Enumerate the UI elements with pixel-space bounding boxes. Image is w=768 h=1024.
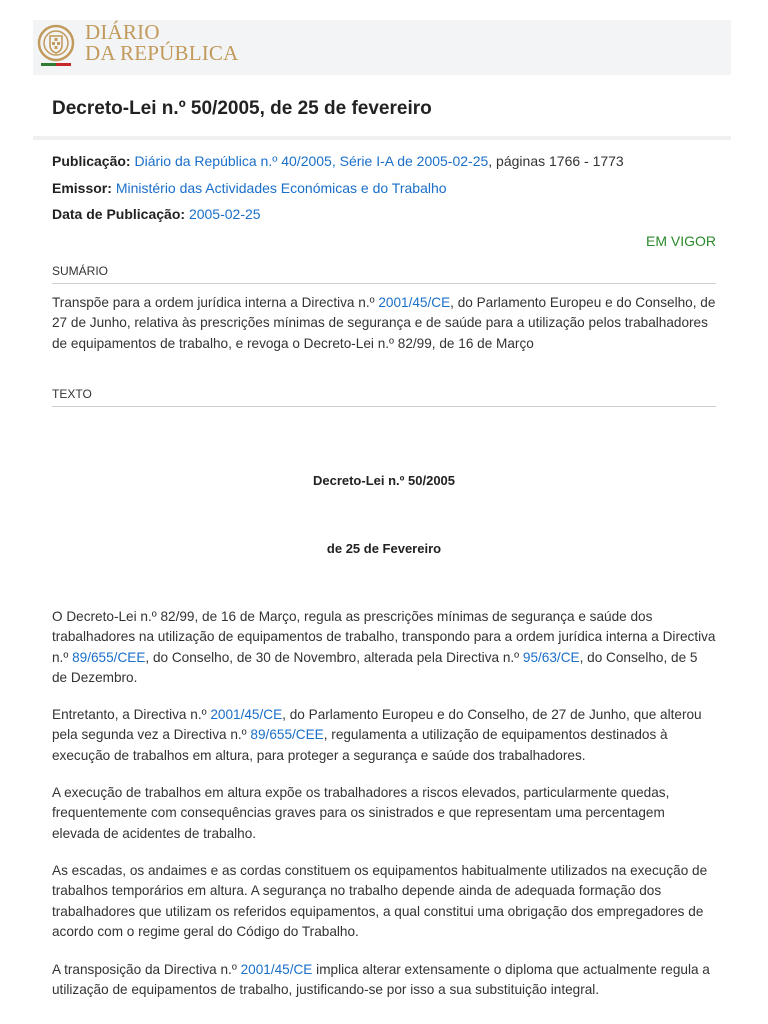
publication-link[interactable]: Diário da República n.º 40/2005, Série I-A de 2005-02-25: [134, 153, 489, 169]
issuer-link[interactable]: Ministério das Actividades Económicas e do Trabalho: [115, 180, 447, 196]
decree-date-heading: de 25 de Fevereiro: [326, 541, 442, 556]
paragraph-5: [52, 960, 716, 1001]
text-label: TEXTO: [52, 387, 716, 407]
paragraph-text: , regulamenta a utilização de equipamentos destinados à execução de trabalhos em altura, para proteger a segurança e saúde dos trabalhadores.: [52, 727, 668, 763]
directive-link[interactable]: 89/655/CEE: [72, 649, 146, 665]
title-bar: [33, 80, 731, 140]
paragraph-text: , do Conselho, de 5 de Dezembro.: [52, 649, 698, 686]
publication-date-link[interactable]: 2005-02-25: [188, 206, 261, 222]
logo-line-1: DIÁRIO: [85, 20, 160, 44]
logo-line-2: DA REPÚBLICA: [85, 41, 239, 65]
summary-label: SUMÁRIO: [52, 264, 716, 284]
publication-label: Publicação:: [52, 153, 131, 169]
paragraph-text: implica alterar extensamente o diploma que actualmente regula a utilização de equipamentos de trabalho, justificando-se por isso a sua substituição integral.: [52, 962, 710, 998]
publication-date-label: Data de Publicação:: [52, 206, 186, 222]
summary-text-part: , do Parlamento Europeu e do Conselho, de 27 de Junho, relativa às prescrições mínimas de segurança e de saúde para a utilização pelos trabalhadores de equipamentos de trabalho, e revoga o Decreto-Lei n.º 82/99, de 16 de Março: [52, 295, 716, 351]
paragraph-1: [52, 607, 716, 689]
paragraph-text: A transposição da Directiva n.º: [52, 962, 241, 977]
paragraph-text: , do Parlamento Europeu e do Conselho, de 27 de Junho, que alterou pela segunda vez a Directiva n.º: [52, 707, 702, 743]
directive-link[interactable]: 95/63/CE: [522, 649, 580, 665]
publication-pages: , páginas 1766 - 1773: [488, 153, 624, 169]
paragraph-3: A execução de trabalhos em altura expõe os trabalhadores a riscos elevados, particularmente quedas, frequentemente com consequências graves para os sinistrados e que representam uma percentagem elevada de acidentes de trabalho.: [52, 785, 670, 841]
site-logo[interactable]: [85, 22, 239, 64]
decree-heading: Decreto-Lei n.º 50/2005: [312, 473, 456, 488]
directive-link[interactable]: 2001/45/CE: [378, 295, 451, 310]
directive-link[interactable]: 89/655/CEE: [250, 727, 324, 743]
summary-text: [52, 293, 716, 354]
paragraph-4: As escadas, os andaimes e as cordas constituem os equipamentos habitualmente utilizados na execução de trabalhos temporários em altura. A segurança no trabalho depende ainda de adequada formação dos trabalhadores que utilizam os referidos equipamentos, a qual constitui uma obrigação dos empregadores de acordo com o regime geral do Código do Trabalho.: [52, 863, 708, 940]
directive-link[interactable]: 2001/45/CE: [240, 962, 313, 977]
paragraph-text: , do Conselho, de 30 de Novembro, alterada pela Directiva n.º: [145, 649, 523, 665]
directive-link[interactable]: 2001/45/CE: [210, 707, 283, 722]
summary-text-part: Transpõe para a ordem jurídica interna a Directiva n.º: [52, 295, 379, 310]
status-badge: EM VIGOR: [645, 233, 716, 249]
paragraph-text: O Decreto-Lei n.º 82/99, de 16 de Março, regula as prescrições mínimas de segurança e saúde dos trabalhadores na utilização de equipamentos de trabalho, transpondo para a ordem jurídica interna a Directiva n.º: [52, 609, 716, 665]
publication-date-row: [52, 206, 261, 222]
portugal-flag-stripe: [41, 63, 71, 66]
publication-row: [52, 153, 624, 169]
issuer-label: Emissor:: [52, 180, 112, 196]
issuer-row: [52, 180, 447, 196]
paragraph-text: Entretanto, a Directiva n.º: [52, 707, 211, 722]
paragraph-2: [52, 705, 716, 766]
page-title: Decreto-Lei n.º 50/2005, de 25 de fevereiro: [52, 98, 432, 119]
site-header: [33, 20, 731, 75]
coat-of-arms-icon[interactable]: [37, 24, 75, 62]
